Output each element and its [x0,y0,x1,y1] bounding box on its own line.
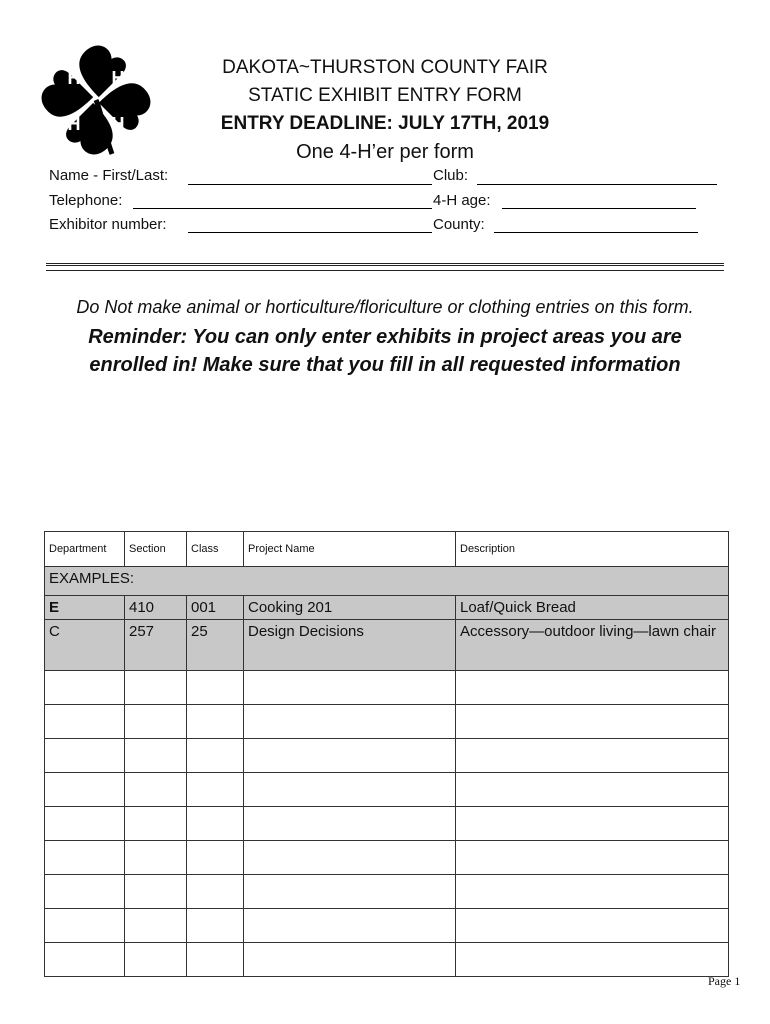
cell-section: 410 [125,596,187,620]
entry-cell[interactable] [456,909,729,943]
entry-cell[interactable] [456,841,729,875]
cell-project-name: Cooking 201 [244,596,456,620]
exhibitor-number-label: Exhibitor number: [49,216,167,233]
table-row [45,596,729,620]
four-h-clover-logo [40,44,152,158]
entry-cell[interactable] [244,705,456,739]
entry-cell[interactable] [187,807,244,841]
entry-cell[interactable] [456,807,729,841]
blank-entry-row[interactable] [45,909,729,943]
blank-entry-row[interactable] [45,943,729,977]
exhibitor-number-field[interactable] [188,232,432,233]
club-field[interactable] [477,184,717,185]
entry-cell[interactable] [187,739,244,773]
entry-cell[interactable] [187,705,244,739]
enrollment-reminder: Reminder: You can only enter exhibits in project areas you are enrolled in! Make sure that you fill in all requested information [88,326,682,376]
header-project-name: Project Name [244,532,456,567]
club-label: Club: [433,167,469,184]
cell-department: E [45,596,125,620]
blank-entry-row[interactable] [45,875,729,909]
form-title: STATIC EXHIBIT ENTRY FORM [248,85,522,106]
age-field[interactable] [502,208,696,209]
telephone-label: Telephone: [49,192,123,209]
entry-cell[interactable] [244,773,456,807]
entry-cell[interactable] [187,943,244,977]
header-description: Description [456,532,729,567]
cell-department: C [45,620,125,671]
entry-cell[interactable] [456,739,729,773]
divider [46,270,724,271]
entry-cell[interactable] [125,909,187,943]
header-department: Department [45,532,125,567]
cell-class: 25 [187,620,244,671]
entry-cell[interactable] [244,909,456,943]
entry-cell[interactable] [456,875,729,909]
entry-cell[interactable] [244,841,456,875]
entry-cell[interactable] [187,773,244,807]
form-subtitle: One 4-H’er per form [296,141,474,163]
table-row [45,620,729,671]
entry-cell[interactable] [187,909,244,943]
entry-cell[interactable] [187,671,244,705]
entry-cell[interactable] [244,807,456,841]
cell-project-name: Design Decisions [244,620,456,671]
entry-cell[interactable] [45,671,125,705]
header-section: Section [125,532,187,567]
entry-cell[interactable] [125,739,187,773]
county-label: County: [433,216,485,233]
fair-title: DAKOTA~THURSTON COUNTY FAIR [222,57,548,78]
cell-description: Accessory—outdoor living—lawn chair [456,620,729,671]
entry-cell[interactable] [244,943,456,977]
county-field[interactable] [494,232,698,233]
name-field[interactable] [188,184,432,185]
blank-entry-row[interactable] [45,807,729,841]
entry-cell[interactable] [456,773,729,807]
entry-cell[interactable] [45,705,125,739]
telephone-field[interactable] [133,208,432,209]
entry-cell[interactable] [187,841,244,875]
cell-description: Loaf/Quick Bread [456,596,729,620]
entry-cell[interactable] [456,671,729,705]
entry-cell[interactable] [244,671,456,705]
entry-cell[interactable] [187,875,244,909]
blank-entry-row[interactable] [45,705,729,739]
age-label: 4-H age: [433,192,491,209]
entry-cell[interactable] [125,807,187,841]
entry-cell[interactable] [45,773,125,807]
logo-letter: H [111,68,125,88]
entry-cell[interactable] [244,875,456,909]
entry-cell[interactable] [45,909,125,943]
divider [46,263,724,266]
entry-deadline: ENTRY DEADLINE: JULY 17TH, 2019 [220,113,550,134]
entry-cell[interactable] [125,841,187,875]
entry-cell[interactable] [456,943,729,977]
entry-cell[interactable] [45,943,125,977]
entry-cell[interactable] [125,875,187,909]
cell-section: 257 [125,620,187,671]
entry-cell[interactable] [125,671,187,705]
page-number: Page 1 [708,974,741,988]
header-class: Class [187,532,244,567]
entry-cell[interactable] [45,739,125,773]
blank-entry-row[interactable] [45,671,729,705]
cell-class: 001 [187,596,244,620]
logo-letter: H [67,114,81,134]
table-header-row [45,532,729,567]
blank-entry-row[interactable] [45,841,729,875]
entry-cell[interactable] [45,841,125,875]
entry-cell[interactable] [125,773,187,807]
entry-cell[interactable] [125,705,187,739]
entry-cell[interactable] [45,807,125,841]
entry-restriction-notice: Do Not make animal or horticulture/floriculture or clothing entries on this form. [76,297,694,317]
examples-row [45,567,729,596]
blank-entry-row[interactable] [45,773,729,807]
logo-letter: H [67,68,81,88]
entry-cell[interactable] [456,705,729,739]
entry-cell[interactable] [244,739,456,773]
entry-table [44,531,729,977]
logo-letter: H [111,114,125,134]
blank-entry-row[interactable] [45,739,729,773]
name-label: Name - First/Last: [49,167,169,184]
entry-cell[interactable] [125,943,187,977]
examples-label: EXAMPLES: [45,567,729,596]
entry-cell[interactable] [45,875,125,909]
